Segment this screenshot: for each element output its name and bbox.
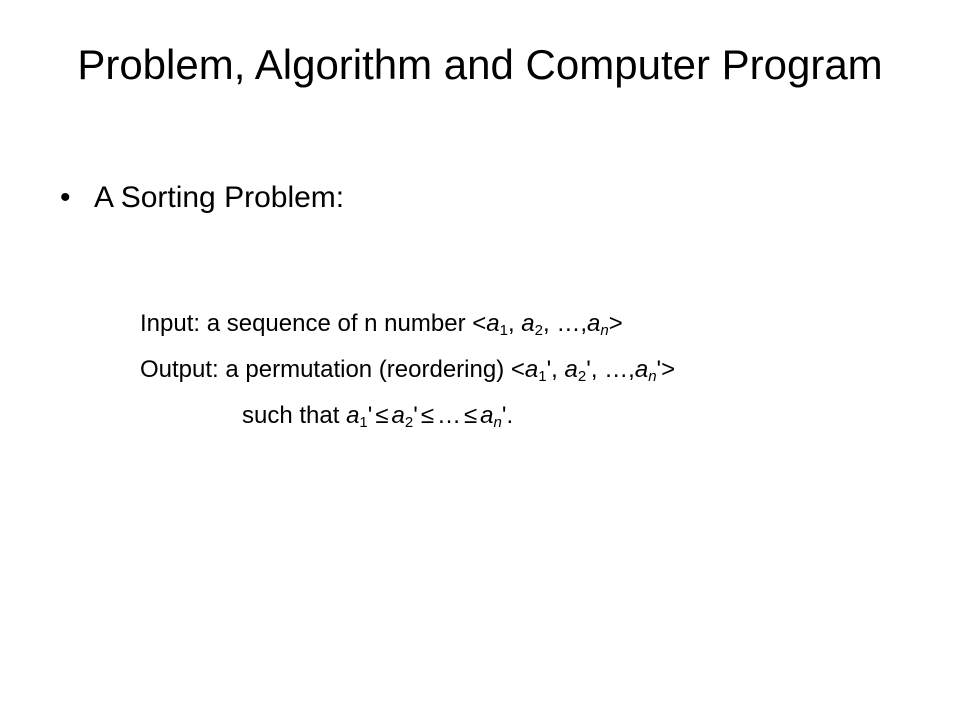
prime: ' (586, 356, 591, 383)
such-prefix: such that (242, 402, 347, 429)
bullet-item (60, 176, 344, 220)
le-symbol: ≤ (420, 402, 434, 429)
var-a2: a (391, 402, 405, 429)
var-an: a (587, 310, 601, 337)
prime: ' (501, 402, 507, 429)
var-a1: a (486, 310, 500, 337)
separator: , (551, 356, 565, 383)
prime: ' (546, 356, 552, 383)
sub-1: 1 (359, 414, 368, 431)
sub-2: 2 (534, 322, 543, 339)
prime: ' (413, 402, 418, 429)
separator: , (507, 310, 522, 337)
sub-n: n (600, 322, 609, 339)
slide-title: Problem, Algorithm and Computer Program (77, 41, 883, 88)
separator-ellipsis: , …, (590, 356, 635, 383)
sub-1: 1 (538, 368, 547, 385)
bullet-marker: • (60, 181, 71, 214)
bullet-text: A Sorting Problem: (94, 181, 345, 214)
separator-ellipsis: , …, (543, 310, 588, 337)
input-line (140, 308, 623, 340)
sub-1: 1 (499, 322, 508, 339)
ellipsis: … (437, 402, 461, 429)
var-a1: a (346, 402, 360, 429)
var-a1: a (524, 356, 539, 383)
le-symbol: ≤ (464, 402, 478, 429)
input-prefix: Input: a sequence of n number (140, 310, 473, 337)
output-prefix: Output: a permutation (reordering) (140, 356, 511, 383)
angle-open: < (510, 356, 525, 383)
var-an: a (634, 356, 649, 383)
angle-close: > (661, 356, 676, 383)
prime: ' (656, 356, 662, 383)
angle-close: > (608, 310, 623, 337)
sub-n: n (493, 414, 502, 431)
sub-2: 2 (404, 414, 414, 431)
output-line (140, 354, 675, 386)
var-a2: a (564, 356, 578, 383)
sub-n: n (648, 368, 657, 385)
var-a2: a (521, 310, 535, 337)
prime: ' (367, 402, 373, 429)
sub-2: 2 (577, 368, 587, 385)
such-that-line (242, 400, 513, 432)
var-an: a (480, 402, 494, 429)
angle-open: < (472, 310, 487, 337)
le-symbol: ≤ (375, 402, 389, 429)
period: . (506, 402, 514, 429)
